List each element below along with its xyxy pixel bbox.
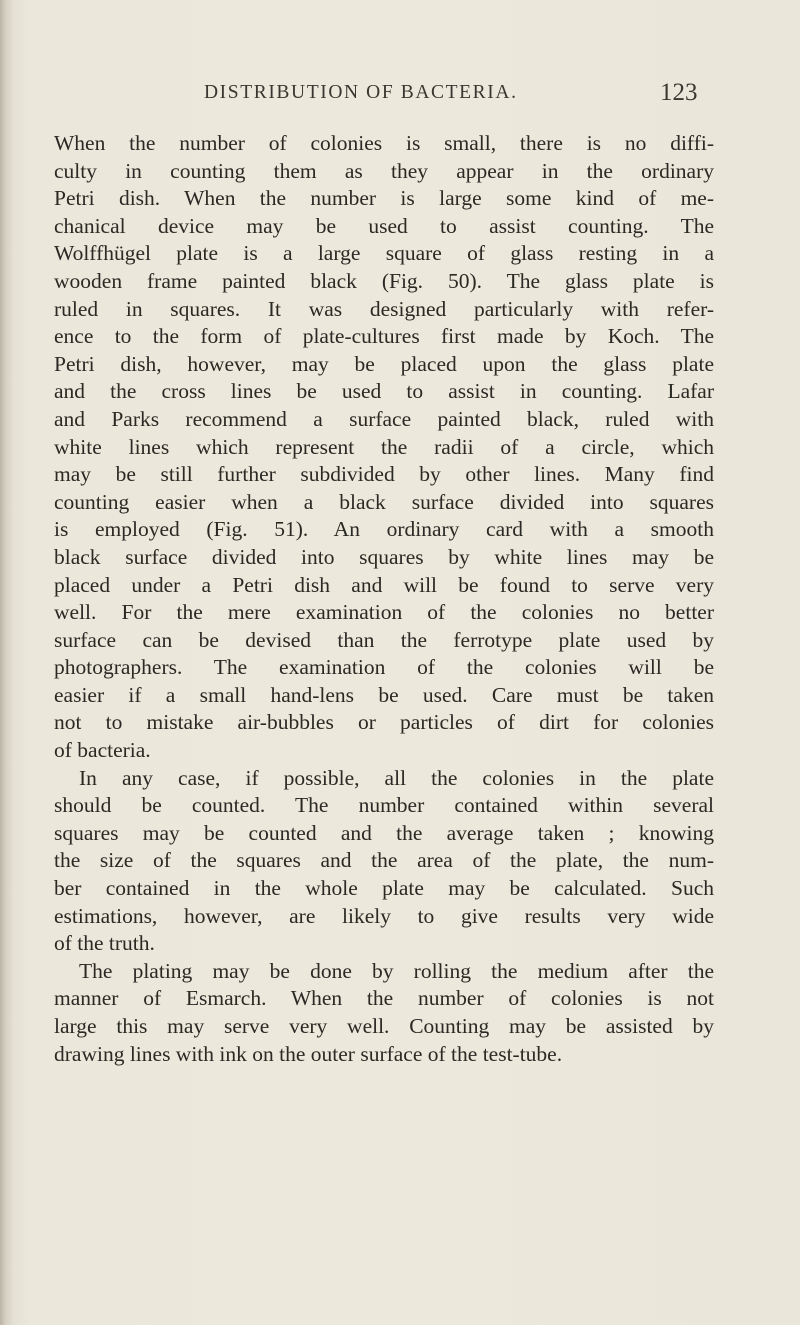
text-line: squares may be counted and the average taken ; knowing: [54, 820, 714, 845]
text-line: manner of Esmarch. When the number of colonies is not: [54, 986, 714, 1011]
text-line: Petri dish, however, may be placed upon the glass plate: [54, 351, 714, 376]
text-line: not to mistake air-bubbles or particles of dirt for colonies: [54, 710, 714, 735]
text-line: easier if a small hand-lens be used. Care must be taken: [54, 682, 714, 707]
text-line: wooden frame painted black (Fig. 50). The glass plate is: [54, 268, 714, 293]
text-line: white lines which represent the radii of a circle, which: [54, 434, 714, 459]
text-line: Wolffhügel plate is a large square of glass resting in a: [54, 241, 714, 266]
text-line: chanical device may be used to assist counting. The: [54, 213, 714, 238]
page-number: 123: [660, 79, 698, 106]
text-line: The plating may be done by rolling the medium after the: [79, 958, 714, 983]
text-line: of the truth.: [54, 931, 155, 956]
text-line: large this may serve very well. Counting may be assisted by: [54, 1014, 714, 1038]
spine-shadow: [0, 0, 14, 1325]
body-text: [54, 130, 714, 1068]
text-line: estimations, however, are likely to give results very wide: [54, 903, 714, 928]
text-line: ruled in squares. It was designed particularly with refer-: [54, 296, 714, 321]
text-line: is employed (Fig. 51). An ordinary card with a smooth: [54, 517, 714, 542]
running-title: DISTRIBUTION OF BACTERIA.: [204, 82, 518, 103]
text-line: In any case, if possible, all the colonies in the plate: [79, 765, 714, 790]
text-line: may be still further subdivided by other lines. Many find: [54, 462, 714, 487]
text-line: and the cross lines be used to assist in counting. Lafar: [54, 379, 714, 404]
text-line: the size of the squares and the area of the plate, the num-: [54, 848, 714, 873]
text-line: ence to the form of plate-cultures first made by Koch. The: [54, 324, 714, 349]
text-line: and Parks recommend a surface painted black, ruled with: [54, 406, 714, 431]
text-line: black surface divided into squares by white lines may be: [54, 544, 714, 569]
text-line: counting easier when a black surface divided into squares: [54, 489, 714, 514]
text-line: surface can be devised than the ferrotype plate used by: [54, 627, 714, 652]
text-line: drawing lines with ink on the outer surface of the test-tube.: [54, 1041, 563, 1066]
text-line: When the number of colonies is small, there is no diffi-: [54, 131, 714, 155]
text-line: of bacteria.: [54, 738, 151, 763]
text-line: ber contained in the whole plate may be calculated. Such: [54, 876, 714, 901]
text-line: should be counted. The number contained within several: [54, 793, 714, 818]
text-line: placed under a Petri dish and will be found to serve very: [54, 572, 714, 597]
text-line: well. For the mere examination of the colonies no better: [54, 600, 714, 625]
page-header: [0, 79, 800, 112]
text-line: Petri dish. When the number is large some kind of me-: [54, 186, 714, 211]
text-line: culty in counting them as they appear in the ordinary: [54, 158, 714, 183]
text-line: photographers. The examination of the colonies will be: [54, 655, 714, 680]
